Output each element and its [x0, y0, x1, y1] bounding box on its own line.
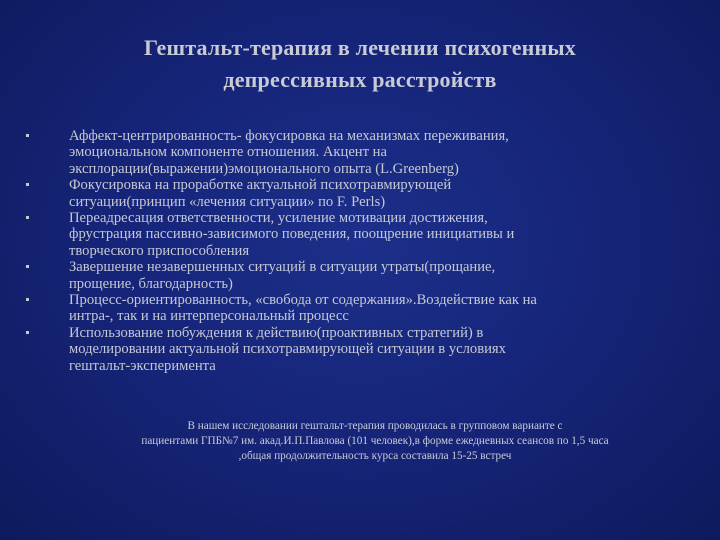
title-line-2: депрессивных расстройств	[223, 67, 497, 92]
bullet-line: Фокусировка на проработке актуальной психотравмирующей	[69, 177, 452, 194]
note-line: В нашем исследовании гештальт-терапия проводилась в групповом варианте с	[187, 420, 563, 432]
bullet-item	[26, 128, 666, 177]
study-note	[70, 419, 680, 464]
bullet-line: гештальт-эксперимента	[69, 357, 216, 374]
bullet-line: Процесс-ориентированность, «свобода от содержания».Воздействие как на	[69, 292, 537, 309]
bullet-line: моделировании актуальной психотравмирующей ситуации в условиях	[69, 341, 506, 358]
slide-title	[40, 32, 680, 96]
bullet-item	[26, 259, 666, 292]
bullet-line: эмоциональном компоненте отношения. Акцент на	[69, 144, 387, 161]
bullet-marker	[26, 298, 29, 301]
bullet-line: ситуации(принцип «лечения ситуации» по F. Perls)	[69, 193, 386, 210]
bullet-line: интра-, так и на интерперсональный процесс	[69, 308, 349, 325]
bullet-line: Аффект-центрированность- фокусировка на механизмах переживания,	[69, 128, 509, 144]
bullet-line: Переадресация ответственности, усиление мотивации достижения,	[69, 210, 488, 227]
note-line: ,общая продолжительность курса составила 15-25 встреч	[238, 450, 512, 462]
bullet-line: эксплорации(выражении)эмоционального опыта (L.Greenberg)	[69, 160, 459, 177]
bullet-line: Завершение незавершенных ситуаций в ситуации утраты(прощание,	[69, 259, 496, 276]
title-line-1: Гештальт-терапия в лечении психогенных	[144, 35, 576, 60]
bullet-item	[26, 177, 666, 210]
bullet-line: Использование побуждения к действию(проактивных стратегий) в	[69, 324, 484, 341]
bullet-marker	[26, 331, 29, 334]
bullet-list	[26, 128, 666, 374]
bullet-line: фрустрация пассивно-зависимого поведения, поощрение инициативы и	[69, 226, 515, 243]
bullet-marker	[26, 216, 29, 219]
bullet-item	[26, 325, 666, 374]
bullet-marker	[26, 183, 29, 186]
bullet-line: творческого приспособления	[69, 242, 250, 259]
bullet-line: прощение, благодарность)	[69, 275, 233, 292]
note-line: пациентами ГПБ№7 им. акад.И.П.Павлова (101 человек),в форме ежедневных сеансов по 1,5 часа	[141, 435, 609, 447]
bullet-marker	[26, 265, 29, 268]
bullet-marker	[26, 134, 29, 137]
bullet-item	[26, 292, 666, 325]
bullet-item	[26, 210, 666, 259]
